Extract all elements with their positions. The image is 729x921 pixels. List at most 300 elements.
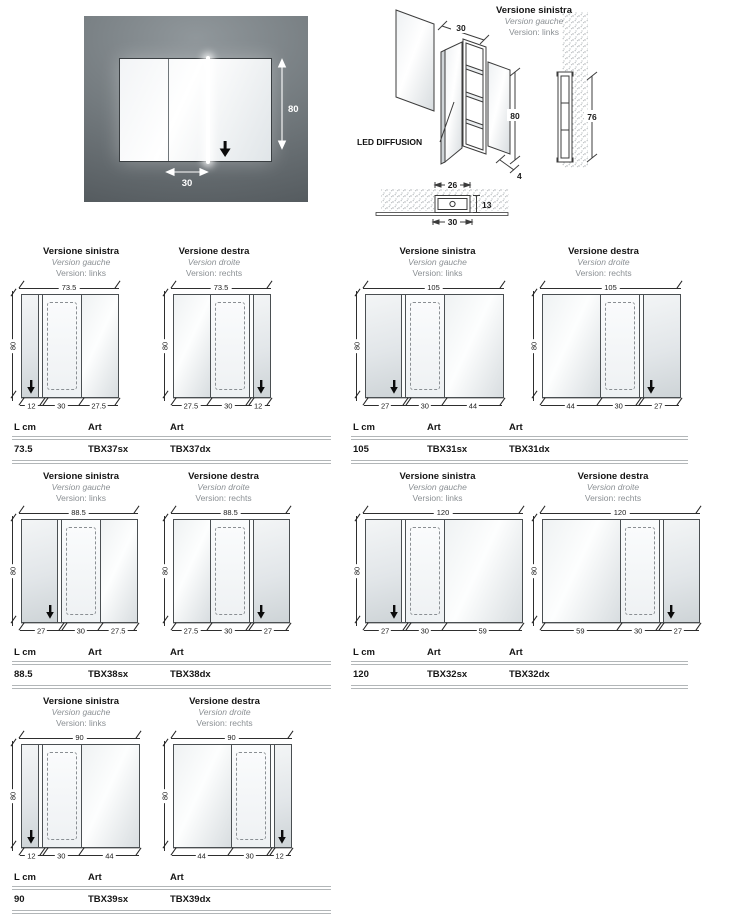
total-width-dimension bbox=[173, 283, 269, 294]
side-panel bbox=[22, 520, 57, 622]
door-dashed-outline bbox=[215, 527, 245, 615]
total-width-label: 73.5 bbox=[59, 283, 80, 292]
diagram-versione-sinistra bbox=[5, 471, 157, 637]
mirror-panel bbox=[445, 520, 522, 622]
total-width-label: 90 bbox=[224, 733, 238, 742]
version-title-line2: Version droite bbox=[577, 257, 630, 267]
height-label: 80 bbox=[161, 564, 170, 578]
total-width-label: 120 bbox=[434, 508, 453, 517]
section-width-label: 12 bbox=[27, 851, 36, 861]
total-width-label: 120 bbox=[611, 508, 630, 517]
art-header-dx: Art bbox=[170, 422, 184, 433]
spec-table-row bbox=[12, 890, 331, 910]
version-title-line3: Version: links bbox=[55, 718, 107, 728]
section-dimensions bbox=[542, 625, 698, 637]
product-group bbox=[5, 471, 349, 689]
dim-tick bbox=[134, 506, 140, 514]
door-panel bbox=[406, 520, 445, 622]
total-width-label: 105 bbox=[424, 283, 443, 292]
door-dashed-outline bbox=[215, 302, 245, 390]
section-width-label: 59 bbox=[576, 626, 585, 636]
perspective-title bbox=[445, 5, 623, 38]
mirror-panel bbox=[445, 295, 503, 397]
section-width-label: 44 bbox=[105, 851, 114, 861]
height-dimension bbox=[157, 519, 173, 623]
version-title-line2: Version gauche bbox=[51, 707, 111, 717]
total-width-dimension bbox=[21, 733, 138, 744]
section-dimensions bbox=[542, 400, 679, 412]
down-arrow-icon bbox=[646, 380, 656, 394]
plan-depth-label: 13 bbox=[482, 200, 492, 210]
dim-line-4 bbox=[500, 160, 514, 170]
height-dimension bbox=[526, 519, 542, 623]
art-header-sx: Art bbox=[88, 647, 102, 658]
dim-tick bbox=[19, 731, 25, 739]
down-arrow-icon bbox=[666, 605, 676, 619]
version-title-line2: Version droite bbox=[586, 482, 640, 492]
section-dimension-segment bbox=[21, 625, 61, 637]
opening-direction-arrow bbox=[256, 380, 266, 394]
version-title-line3: Version: links bbox=[55, 268, 107, 278]
section-dimension-segment bbox=[209, 400, 248, 412]
total-width-label: 105 bbox=[601, 283, 620, 292]
plan-inner-width-label: 26 bbox=[447, 180, 458, 190]
section-width-label: 27.5 bbox=[91, 401, 106, 411]
total-width-dimension bbox=[542, 283, 679, 294]
section-dimension-segment bbox=[42, 850, 81, 862]
door-dashed-outline bbox=[625, 527, 655, 615]
section-width-label: 27.5 bbox=[183, 401, 199, 411]
opening-direction-arrow bbox=[646, 380, 656, 394]
section-dimensions bbox=[173, 625, 288, 637]
dim-tick bbox=[162, 391, 168, 399]
spec-table-row bbox=[351, 440, 688, 460]
mirror-panel bbox=[82, 295, 118, 397]
door-panel bbox=[406, 295, 445, 397]
perspective-title-line2: Version gauche bbox=[504, 16, 564, 26]
length-header: L cm bbox=[353, 647, 376, 658]
down-arrow-icon bbox=[389, 605, 399, 619]
version-title-line1: Versione destra bbox=[577, 471, 649, 482]
section-dimension-segment bbox=[248, 625, 288, 637]
section-dimension-segment bbox=[365, 400, 405, 412]
section-width-label: 30 bbox=[420, 626, 429, 636]
diagram-column-sx bbox=[349, 246, 526, 412]
total-width-dimension bbox=[365, 283, 502, 294]
down-arrow-icon bbox=[26, 830, 36, 844]
cabinet-drawing bbox=[21, 519, 138, 623]
length-header: L cm bbox=[353, 422, 376, 433]
height-dimension bbox=[157, 294, 173, 398]
section-width-label: 59 bbox=[478, 626, 487, 636]
door-panel bbox=[210, 295, 249, 397]
art-header-dx: Art bbox=[170, 647, 184, 658]
opening-direction-arrow bbox=[666, 605, 676, 619]
diagram-versione-destra bbox=[157, 696, 292, 862]
section-width-label: 27 bbox=[673, 626, 682, 636]
version-title-line1: Versione sinistra bbox=[42, 696, 120, 707]
table-rule bbox=[351, 460, 688, 464]
side-panel bbox=[22, 745, 38, 847]
article-code-sx: TBX32sx bbox=[427, 669, 468, 680]
cabinet-drawing bbox=[542, 294, 681, 398]
version-title-line1: Versione sinistra bbox=[399, 246, 476, 257]
persp-height-label: 80 bbox=[510, 111, 520, 121]
section-dimension-segment bbox=[173, 625, 209, 637]
length-value: 88.5 bbox=[14, 669, 33, 680]
dim-tick bbox=[531, 514, 537, 522]
version-title-line1: Versione sinistra bbox=[42, 471, 120, 482]
cabinet-drawing bbox=[365, 519, 523, 623]
side-panel bbox=[664, 520, 699, 622]
height-label: 80 bbox=[9, 564, 18, 578]
article-code-sx: TBX39sx bbox=[88, 894, 129, 905]
article-code-dx: TBX38dx bbox=[170, 669, 211, 680]
cabinet-drawing bbox=[21, 744, 140, 848]
arrow-right-icon bbox=[200, 169, 208, 176]
section-dimension-segment bbox=[405, 625, 444, 637]
table-rule bbox=[12, 460, 331, 464]
dim-tick bbox=[531, 391, 537, 399]
version-title-line3: Version: rechts bbox=[196, 718, 253, 728]
dim-tick bbox=[286, 506, 292, 514]
diagram-column-sx bbox=[349, 471, 526, 637]
diagram-versione-destra bbox=[157, 246, 271, 412]
dim-tick bbox=[171, 506, 177, 514]
down-arrow-icon bbox=[256, 380, 266, 394]
version-title-line1: Versione destra bbox=[568, 246, 639, 257]
cabinet-drawing bbox=[542, 519, 700, 623]
diagram-column-dx bbox=[526, 471, 700, 637]
cabinet-drawing bbox=[173, 519, 290, 623]
mirror-panel bbox=[174, 295, 210, 397]
art-header-sx: Art bbox=[88, 872, 102, 883]
dim-tick bbox=[171, 731, 177, 739]
height-dimension bbox=[349, 294, 365, 398]
plan-cable-hole bbox=[450, 201, 455, 206]
diagram-column-dx bbox=[157, 696, 292, 862]
section-dimension-segment bbox=[542, 625, 619, 637]
section-dimensions bbox=[21, 850, 138, 862]
height-dimension bbox=[5, 519, 21, 623]
section-dimensions bbox=[173, 850, 290, 862]
dim-tick bbox=[162, 514, 168, 522]
mirror-panel bbox=[174, 520, 210, 622]
mirror-panel bbox=[174, 745, 231, 847]
product-group bbox=[5, 246, 349, 464]
diagram-row bbox=[5, 246, 725, 464]
dim-tick bbox=[531, 616, 537, 624]
section-width-label: 30 bbox=[224, 626, 233, 636]
section-width-label: 27.5 bbox=[110, 626, 126, 636]
version-title-line2: Version gauche bbox=[51, 257, 111, 267]
article-code-dx: TBX37dx bbox=[170, 444, 211, 455]
version-title bbox=[526, 246, 681, 279]
version-title bbox=[5, 471, 157, 504]
article-code-dx: TBX32dx bbox=[509, 669, 550, 680]
door-dashed-outline bbox=[236, 752, 266, 840]
section-dimension-segment bbox=[173, 850, 230, 862]
spec-table-row bbox=[12, 665, 331, 685]
section-width-label: 30 bbox=[614, 401, 623, 411]
section-width-label: 44 bbox=[566, 401, 575, 411]
table-rule bbox=[12, 685, 331, 689]
down-arrow-icon bbox=[220, 141, 231, 157]
length-value: 90 bbox=[14, 894, 25, 905]
photo-height-label: 80 bbox=[288, 104, 299, 115]
diagram-column-dx bbox=[526, 246, 681, 412]
diagram-row bbox=[5, 471, 725, 689]
mirror-panel bbox=[101, 520, 137, 622]
spec-table-header bbox=[12, 645, 331, 661]
version-title-line1: Versione sinistra bbox=[42, 246, 120, 257]
dim-tick bbox=[10, 514, 16, 522]
dim-tick bbox=[696, 506, 702, 514]
height-dimension bbox=[349, 519, 365, 623]
dim-tick bbox=[10, 289, 16, 297]
section-width-label: 27 bbox=[380, 626, 390, 636]
spec-table bbox=[351, 420, 688, 464]
version-title-line3: Version: links bbox=[412, 268, 463, 278]
height-dimension bbox=[5, 294, 21, 398]
length-value: 120 bbox=[353, 669, 369, 680]
door-panel bbox=[620, 520, 659, 622]
door-dashed-outline bbox=[605, 302, 635, 390]
version-title bbox=[5, 246, 157, 279]
section-width-label: 27 bbox=[654, 401, 663, 411]
dim-tick bbox=[115, 281, 121, 289]
height-label: 80 bbox=[9, 339, 18, 353]
section-dimensions bbox=[365, 625, 521, 637]
total-width-label: 88.5 bbox=[220, 508, 241, 517]
section-width-label: 12 bbox=[275, 851, 284, 861]
section-dimension-segment bbox=[81, 850, 138, 862]
height-label: 80 bbox=[530, 564, 539, 578]
section-width-label: 44 bbox=[197, 851, 206, 861]
rows-container bbox=[5, 246, 725, 921]
door-dashed-outline bbox=[410, 302, 440, 390]
side-panel bbox=[644, 295, 680, 397]
article-code-sx: TBX31sx bbox=[427, 444, 468, 455]
dim-tick bbox=[677, 281, 683, 289]
dim-tick bbox=[354, 391, 360, 399]
section-dimensions bbox=[21, 400, 117, 412]
total-width-label: 90 bbox=[72, 733, 86, 742]
version-title-line3: Version: links bbox=[55, 493, 107, 503]
product-group bbox=[349, 246, 723, 464]
section-width-label: 30 bbox=[224, 401, 233, 411]
article-code-dx: TBX31dx bbox=[509, 444, 550, 455]
spec-table bbox=[351, 645, 688, 689]
spec-table-header bbox=[351, 645, 688, 661]
dim-tick bbox=[540, 281, 546, 289]
version-title-line2: Version droite bbox=[197, 482, 250, 492]
dim-tick bbox=[500, 281, 506, 289]
dim-tick bbox=[162, 841, 168, 849]
section-dimension-segment bbox=[209, 625, 248, 637]
spec-table-row bbox=[351, 665, 688, 685]
section-width-label: 30 bbox=[76, 626, 85, 636]
dim-tick bbox=[136, 731, 142, 739]
section-dimension-segment bbox=[21, 850, 42, 862]
total-width-label: 88.5 bbox=[68, 508, 89, 517]
opening-direction-arrow bbox=[26, 830, 36, 844]
dim-tick bbox=[10, 841, 16, 849]
arrow-down-icon bbox=[279, 141, 286, 149]
right-mirror-panel bbox=[488, 62, 510, 154]
opening-direction-arrow bbox=[26, 380, 36, 394]
side-panel bbox=[366, 520, 401, 622]
section-dimension-segment bbox=[365, 625, 405, 637]
table-rule bbox=[12, 910, 331, 914]
total-width-dimension bbox=[21, 508, 136, 519]
diagram-column-sx bbox=[5, 246, 157, 412]
cabinet-drawing bbox=[365, 294, 504, 398]
side-panel bbox=[275, 745, 291, 847]
article-code-sx: TBX38sx bbox=[88, 669, 129, 680]
section-width-label: 30 bbox=[57, 401, 66, 411]
length-value: 105 bbox=[353, 444, 369, 455]
height-dimension bbox=[157, 744, 173, 848]
height-dimension bbox=[5, 744, 21, 848]
section-width-label: 27.5 bbox=[183, 626, 199, 636]
side-profile-inner bbox=[561, 76, 569, 158]
door-panel bbox=[600, 295, 639, 397]
diagram-column-dx bbox=[157, 471, 290, 637]
opening-direction-arrow bbox=[389, 380, 399, 394]
down-arrow-icon bbox=[256, 605, 266, 619]
height-label: 80 bbox=[530, 339, 539, 353]
down-arrow-icon bbox=[26, 380, 36, 394]
version-title bbox=[526, 471, 700, 504]
length-header: L cm bbox=[14, 872, 37, 883]
arrow-up-icon bbox=[279, 60, 286, 68]
version-title-line1: Versione destra bbox=[189, 696, 260, 707]
side-height-label: 76 bbox=[587, 112, 597, 122]
total-width-dimension bbox=[21, 283, 117, 294]
version-title-line2: Version gauche bbox=[408, 257, 467, 267]
opening-direction-arrow bbox=[256, 605, 266, 619]
mirror-panel bbox=[543, 520, 620, 622]
dim-tick bbox=[267, 281, 273, 289]
section-dimensions bbox=[365, 400, 502, 412]
version-title-line1: Versione destra bbox=[188, 471, 259, 482]
section-dimension-segment bbox=[405, 400, 444, 412]
cabinet-drawing bbox=[173, 294, 271, 398]
section-dimension-segment bbox=[230, 850, 269, 862]
height-label: 80 bbox=[161, 339, 170, 353]
mirror-panel bbox=[82, 745, 139, 847]
article-code-sx: TBX37sx bbox=[88, 444, 129, 455]
dim-tick bbox=[540, 506, 546, 514]
length-value: 73.5 bbox=[14, 444, 33, 455]
height-dimension bbox=[526, 294, 542, 398]
height-label: 80 bbox=[9, 789, 18, 803]
product-group bbox=[349, 471, 723, 689]
product-photo bbox=[84, 16, 308, 202]
down-arrow-icon bbox=[277, 830, 287, 844]
spec-table-header bbox=[351, 420, 688, 436]
door-panel bbox=[43, 295, 82, 397]
dim-tick bbox=[10, 391, 16, 399]
dim-tick bbox=[162, 616, 168, 624]
dim-tick bbox=[677, 398, 683, 406]
diagram-row bbox=[5, 696, 725, 914]
dim-tick bbox=[363, 281, 369, 289]
version-title bbox=[157, 471, 290, 504]
diagram-versione-sinistra bbox=[349, 246, 526, 412]
section-width-label: 27 bbox=[263, 626, 273, 636]
version-title-line2: Version gauche bbox=[408, 482, 467, 492]
section-dimensions bbox=[173, 400, 269, 412]
door-dashed-outline bbox=[47, 752, 77, 840]
cabinet-drawing bbox=[21, 294, 119, 398]
dim-tick bbox=[500, 398, 506, 406]
door-panel bbox=[210, 520, 249, 622]
spec-table bbox=[12, 420, 331, 464]
dim-tick bbox=[171, 281, 177, 289]
height-label: 80 bbox=[161, 789, 170, 803]
dim-tick bbox=[19, 281, 25, 289]
down-arrow-icon bbox=[45, 605, 55, 619]
table-rule bbox=[351, 685, 688, 689]
diagram-versione-sinistra bbox=[5, 696, 157, 862]
spec-table bbox=[12, 645, 331, 689]
door-panel bbox=[62, 520, 101, 622]
version-title-line3: Version: links bbox=[412, 493, 463, 503]
total-width-dimension bbox=[173, 508, 288, 519]
version-title-line3: Version: rechts bbox=[195, 493, 252, 503]
opening-direction-arrow bbox=[277, 830, 287, 844]
section-dimension-segment bbox=[619, 625, 658, 637]
dim-tick bbox=[162, 289, 168, 297]
section-dimension-segment bbox=[21, 400, 42, 412]
section-width-label: 27 bbox=[36, 626, 46, 636]
section-width-label: 12 bbox=[27, 401, 36, 411]
down-arrow-icon bbox=[389, 380, 399, 394]
side-panel bbox=[366, 295, 401, 397]
version-title bbox=[157, 696, 292, 729]
door-dashed-outline bbox=[47, 302, 77, 390]
mirror-panel-perspective bbox=[396, 10, 434, 111]
version-title-line2: Version gauche bbox=[51, 482, 111, 492]
diagram-versione-destra bbox=[526, 471, 700, 637]
perspective-title-line1: Versione sinistra bbox=[495, 5, 573, 16]
section-dimension-segment bbox=[100, 625, 136, 637]
art-header-sx: Art bbox=[427, 422, 441, 433]
version-title bbox=[349, 246, 526, 279]
dim-tick bbox=[354, 514, 360, 522]
door-panel bbox=[231, 745, 270, 847]
dim-tick bbox=[10, 616, 16, 624]
mirror-panel bbox=[543, 295, 600, 397]
total-width-dimension bbox=[365, 508, 521, 519]
diagram-column-dx bbox=[157, 246, 271, 412]
diagram-versione-sinistra bbox=[5, 246, 157, 412]
section-dimension-segment bbox=[599, 400, 638, 412]
dim-tick bbox=[19, 506, 25, 514]
version-title-line3: Version: rechts bbox=[185, 268, 243, 278]
section-width-label: 12 bbox=[254, 401, 263, 411]
section-dimensions bbox=[21, 625, 136, 637]
photo-width-label: 30 bbox=[181, 178, 193, 189]
spec-table-header bbox=[12, 420, 331, 436]
door-dashed-outline bbox=[410, 527, 440, 615]
section-dimension-segment bbox=[444, 625, 521, 637]
version-title-line1: Versione sinistra bbox=[399, 471, 476, 482]
section-dimension-segment bbox=[658, 625, 698, 637]
plan-outer-width-label: 30 bbox=[447, 217, 458, 227]
